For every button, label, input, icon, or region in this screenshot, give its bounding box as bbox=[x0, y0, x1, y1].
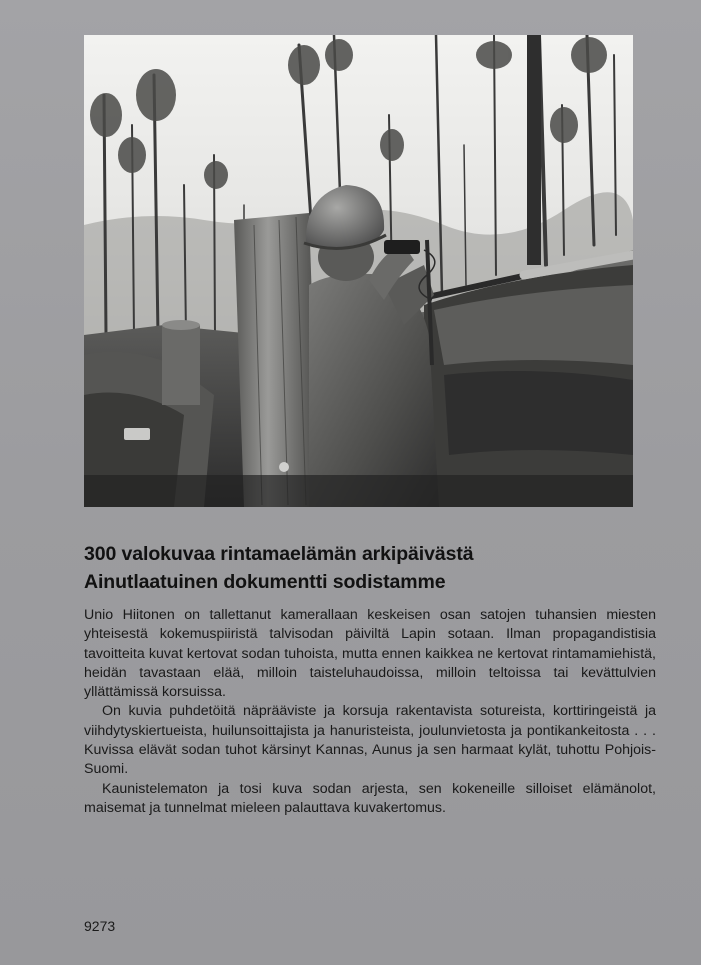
headline-line-2: Ainutlaatuinen dokumentti sodistamme bbox=[84, 571, 446, 593]
description-paragraph-3: Kaunistelematon ja tosi kuva sodan arjesta, sen kokeneille silloiset elämänolot, maisemat ja tunnelmat mieleen palauttava kuvakertomus. bbox=[84, 780, 656, 816]
product-code: 9273 bbox=[84, 918, 116, 934]
description-paragraph-1: Unio Hiitonen on tallettanut kamerallaan keskeisen osan satojen tuhansien miesten yhteisestä kokemuspiiristä talvisodan päiviltä Lapin sotaan. Ilman propagandistisia tavoitteita kuvat kertovat sodan tuhoista, mutta ennen kaikkea ne kertovat rintamamiehistä, heidän tavastaan elää, milloin taisteluhaudoissa, milloin teltoissa tai kevättulvien yllättämissä korsuissa. bbox=[84, 607, 656, 701]
headline-line-1: 300 valokuvaa rintamaelämän arkipäivästä bbox=[84, 543, 474, 565]
description-text bbox=[84, 606, 656, 818]
description-paragraph-2: On kuvia puhdetöitä näprääviste ja korsuja rakentavista sotureista, korttiringeistä ja viihdytyskiertueista, huilunsoittajista ja hanuristeista, joulunvietosta ja pontikankeitosta . . . Kuvissa elävät sodan tuhot kärsinyt Kannas, Aunus ja sen harmaat kylät, tuhottu Pohjois-Suomi. bbox=[84, 703, 656, 778]
headline bbox=[84, 540, 644, 596]
cover-photo-soldier-in-trench bbox=[84, 35, 633, 507]
